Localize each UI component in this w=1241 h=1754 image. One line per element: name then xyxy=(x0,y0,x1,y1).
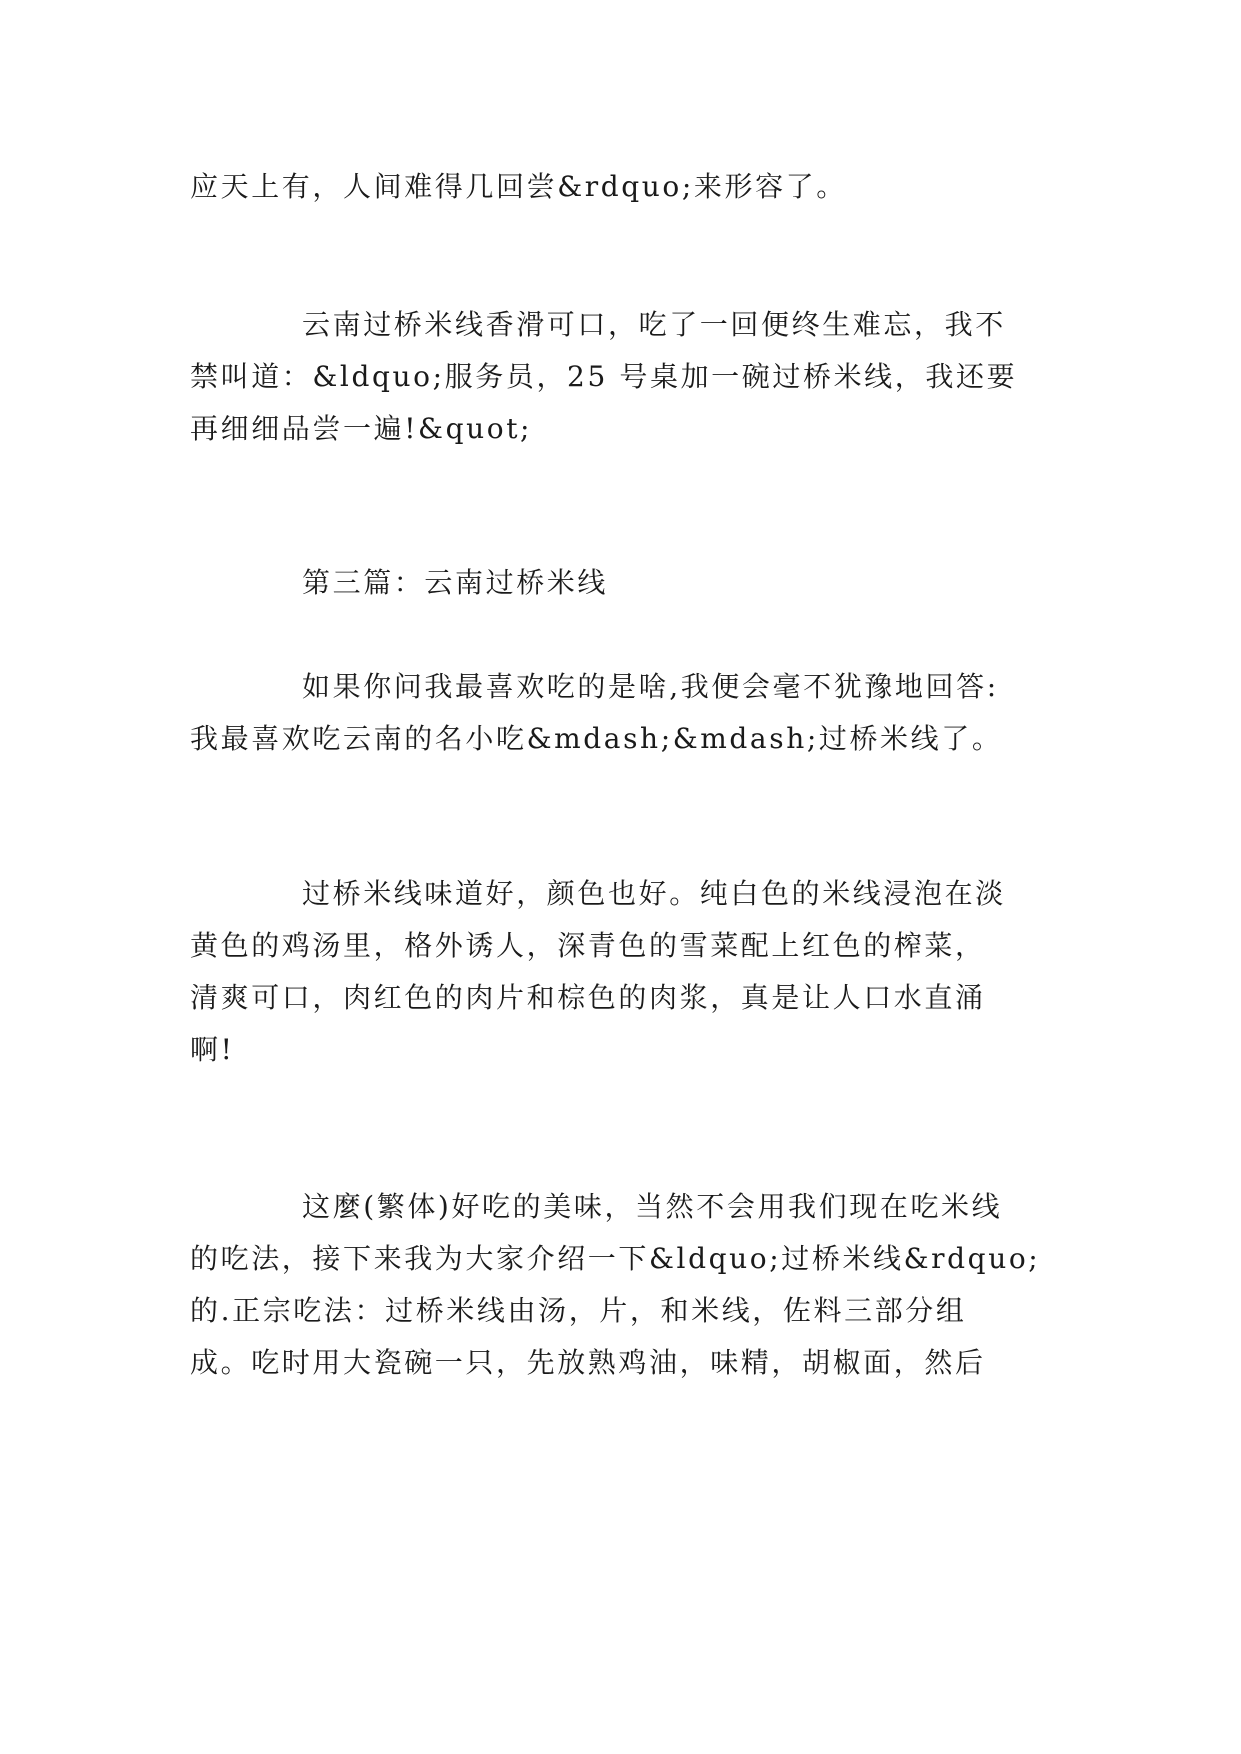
paragraph-first-line: 过桥米线味道好，颜色也好。纯白色的米线浸泡在淡 xyxy=(302,877,1006,910)
text-line: 啊! xyxy=(190,1033,235,1066)
paragraph-first-line: 如果你问我最喜欢吃的是啥,我便会毫不犹豫地回答: xyxy=(302,670,999,703)
text-line: 我最喜欢吃云南的名小吃&mdash;&mdash;过桥米线了。 xyxy=(190,722,1003,755)
text-line: 成。吃时用大瓷碗一只，先放熟鸡油，味精，胡椒面，然后 xyxy=(190,1346,986,1379)
paragraph-first-line: 云南过桥米线香滑可口，吃了一回便终生难忘，我不 xyxy=(302,308,1006,341)
text-line: 黄色的鸡汤里，格外诱人，深青色的雪菜配上红色的榨菜， xyxy=(190,929,986,962)
text-line: 禁叫道：&ldquo;服务员，25 号桌加一碗过桥米线，我还要 xyxy=(190,360,1018,393)
text-line: 清爽可口，肉红色的肉片和棕色的肉浆，真是让人口水直涌 xyxy=(190,981,986,1014)
section-heading: 第三篇：云南过桥米线 xyxy=(302,566,609,599)
paragraph-first-line: 这麼(繁体)好吃的美味，当然不会用我们现在吃米线 xyxy=(302,1190,1003,1223)
text-line: 的.正宗吃法：过桥米线由汤，片，和米线，佐料三部分组 xyxy=(190,1294,967,1327)
text-line: 的吃法，接下来我为大家介绍一下&ldquo;过桥米线&rdquo; xyxy=(190,1242,1041,1275)
text-line: 应天上有，人间难得几回尝&rdquo;来形容了。 xyxy=(190,170,847,203)
text-line: 再细细品尝一遍!&quot; xyxy=(190,412,533,445)
